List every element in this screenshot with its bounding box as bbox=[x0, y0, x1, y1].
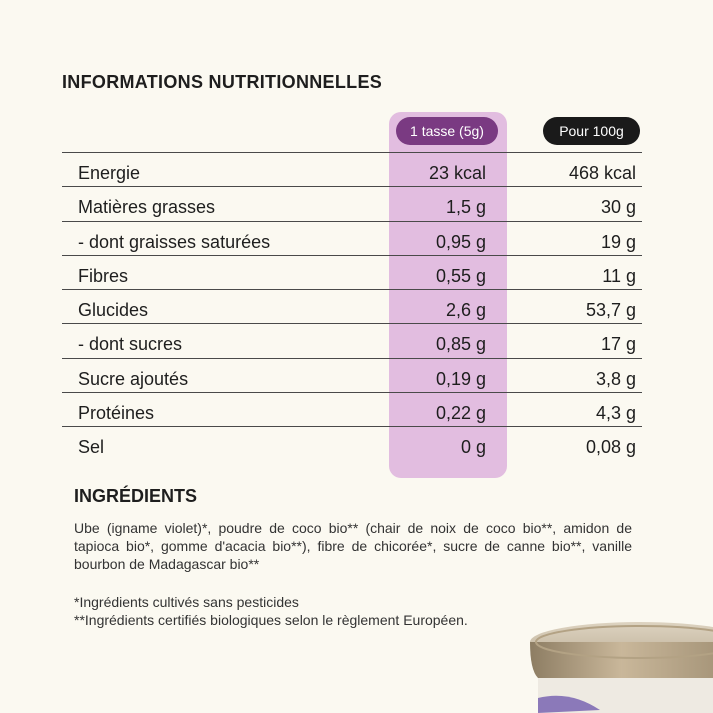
row-per100-value: 19 g bbox=[600, 231, 636, 252]
note-organic: **Ingrédients certifiés biologiques selon le règlement Européen. bbox=[74, 612, 468, 628]
row-per100-value: 468 kcal bbox=[568, 163, 636, 183]
table-row bbox=[62, 153, 642, 187]
table-row bbox=[62, 427, 642, 460]
jar-lid-image bbox=[530, 620, 713, 713]
row-serving-value: 0,22 g bbox=[435, 403, 486, 424]
row-per100-value: 0,08 g bbox=[585, 437, 636, 458]
row-serving-value: 1,5 g bbox=[445, 197, 486, 218]
row-per100-value: 30 g bbox=[600, 197, 636, 218]
row-per100-value: 3,8 g bbox=[595, 368, 636, 389]
serving-column-header: 1 tasse (5g) bbox=[396, 117, 498, 145]
table-row bbox=[62, 290, 642, 324]
table-row bbox=[62, 187, 642, 221]
row-per100-value: 11 g bbox=[602, 265, 636, 286]
nutrition-table bbox=[62, 152, 642, 461]
table-row bbox=[62, 359, 642, 393]
row-serving-value: 0,95 g bbox=[435, 231, 486, 252]
row-label: Energie bbox=[78, 163, 141, 183]
row-serving-value: 0 g bbox=[460, 437, 486, 458]
per100-column-header: Pour 100g bbox=[543, 117, 640, 145]
row-serving-value: 0,19 g bbox=[435, 368, 486, 389]
row-per100-value: 4,3 g bbox=[595, 403, 636, 424]
table-row bbox=[62, 393, 642, 427]
row-serving-value: 0,55 g bbox=[435, 265, 486, 286]
row-label: Fibres bbox=[78, 265, 129, 286]
table-row bbox=[62, 324, 642, 358]
page-title: INFORMATIONS NUTRITIONNELLES bbox=[62, 72, 383, 92]
row-per100-value: 53,7 g bbox=[585, 300, 636, 321]
row-label: Sucre ajoutés bbox=[78, 368, 189, 389]
row-label: Matières grasses bbox=[78, 197, 216, 218]
ingredients-title: INGRÉDIENTS bbox=[74, 486, 198, 506]
table-row bbox=[62, 256, 642, 290]
row-label: Glucides bbox=[78, 300, 149, 321]
note-pesticides: *Ingrédients cultivés sans pesticides bbox=[74, 594, 299, 610]
row-serving-value: 23 kcal bbox=[428, 163, 486, 183]
row-label: - dont graisses saturées bbox=[78, 231, 271, 252]
ingredients-text: Ube (igname violet)*, poudre de coco bio** (chair de noix de coco bio**, amidon de tapioca bio*, gomme d'acacia bio**), fibre de chicorée*, sucre de canne bio**, vanille bourbon de Madagascar bio** bbox=[74, 520, 632, 572]
row-label: - dont sucres bbox=[78, 334, 183, 355]
row-per100-value: 17 g bbox=[600, 334, 636, 355]
table-row bbox=[62, 222, 642, 256]
row-label: Sel bbox=[78, 437, 105, 458]
row-serving-value: 2,6 g bbox=[445, 300, 486, 321]
row-label: Protéines bbox=[78, 403, 155, 424]
ingredients-notes bbox=[74, 593, 468, 629]
row-serving-value: 0,85 g bbox=[435, 334, 486, 355]
